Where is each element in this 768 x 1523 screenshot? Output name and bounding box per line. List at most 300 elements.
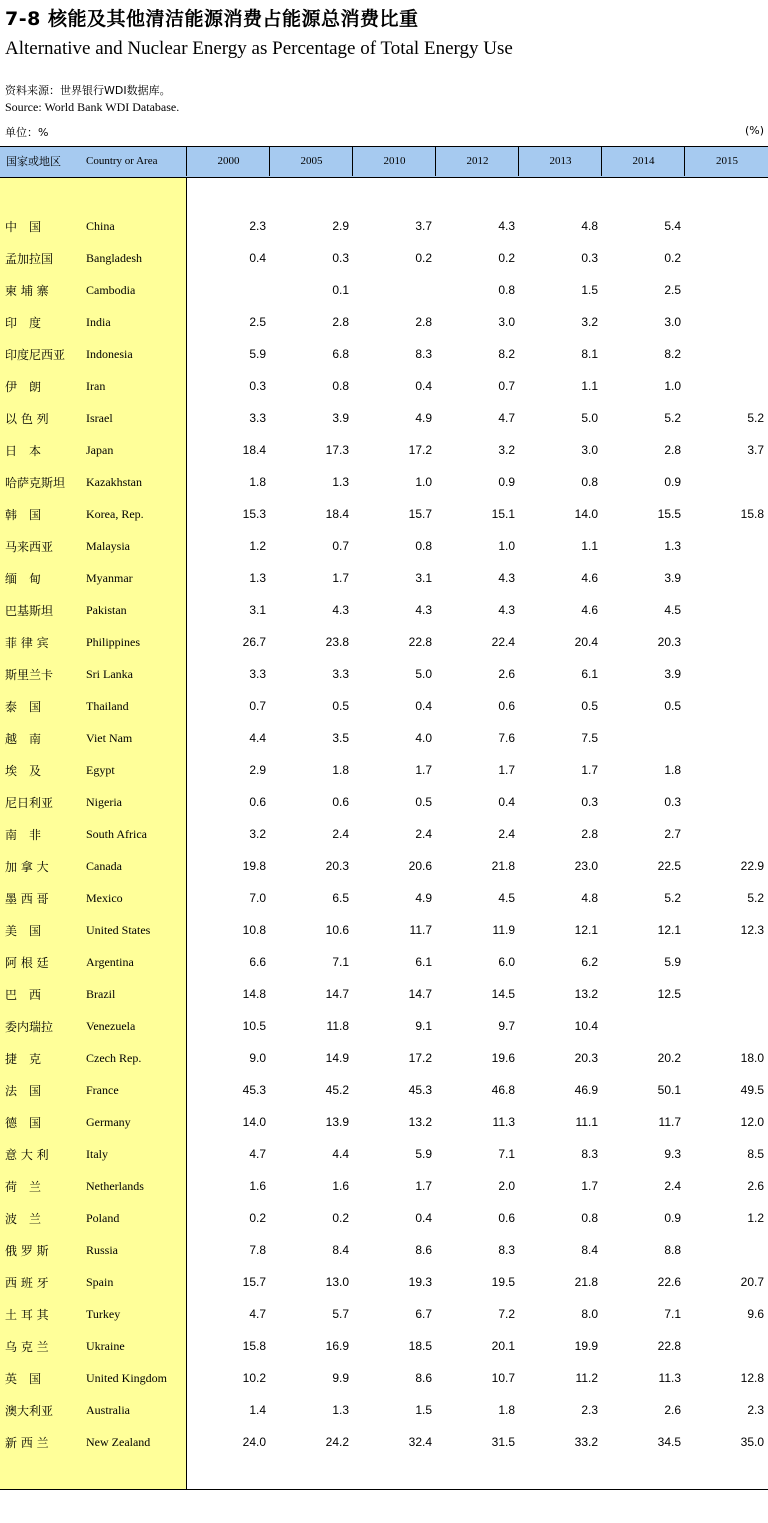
country-name-zh: 波 兰: [5, 1212, 42, 1226]
country-name-en: United States: [86, 923, 151, 937]
cell-value-2013: 23.0: [574, 859, 598, 873]
cell-value-2012: 0.7: [498, 379, 515, 393]
cell-value-2012: 1.0: [498, 539, 515, 553]
table-row: [0, 978, 768, 1010]
table-row: [0, 210, 768, 242]
cell-value-2005: 6.8: [332, 347, 349, 361]
cell-value-2012: 8.2: [498, 347, 515, 361]
country-name-zh: 法 国: [5, 1084, 42, 1098]
cell-value-2005: 23.8: [325, 635, 349, 649]
header-year-4: 2013: [518, 147, 602, 176]
cell-value-2014: 1.0: [664, 379, 681, 393]
cell-value-2010: 17.2: [408, 1051, 432, 1065]
cell-value-2000: 0.3: [249, 379, 266, 393]
cell-value-2000: 4.7: [249, 1307, 266, 1321]
country-name-en: Sri Lanka: [86, 667, 133, 681]
page-title-en: Alternative and Nuclear Energy as Percentage of Total Energy Use: [5, 38, 513, 59]
table-row: [0, 946, 768, 978]
cell-value-2005: 5.7: [332, 1307, 349, 1321]
table-row: [0, 466, 768, 498]
cell-value-2013: 14.0: [574, 507, 598, 521]
country-name-en: Canada: [86, 859, 122, 873]
cell-value-2012: 2.6: [498, 667, 515, 681]
cell-value-2010: 9.1: [415, 1019, 432, 1033]
data-table: [0, 146, 768, 1491]
country-name-en: Nigeria: [86, 795, 122, 809]
cell-value-2000: 19.8: [242, 859, 266, 873]
cell-value-2013: 20.3: [574, 1051, 598, 1065]
cell-value-2000: 15.8: [242, 1339, 266, 1353]
cell-value-2010: 2.4: [415, 827, 432, 841]
cell-value-2010: 6.1: [415, 955, 432, 969]
cell-value-2012: 15.1: [491, 507, 515, 521]
cell-value-2014: 11.7: [658, 1115, 681, 1129]
country-name-en: Italy: [86, 1147, 108, 1161]
country-name-zh: 哈萨克斯坦: [5, 476, 66, 490]
cell-value-2013: 0.8: [581, 475, 598, 489]
table-row: [0, 1298, 768, 1330]
cell-value-2013: 2.8: [581, 827, 598, 841]
table-row: [0, 530, 768, 562]
cell-value-2012: 9.7: [498, 1019, 515, 1033]
cell-value-2000: 10.2: [242, 1371, 266, 1385]
cell-value-2013: 4.8: [581, 219, 598, 233]
cell-value-2010: 19.3: [408, 1275, 432, 1289]
cell-value-2013: 1.1: [581, 539, 598, 553]
country-name-zh: 阿 根 廷: [5, 956, 49, 970]
table-row: [0, 274, 768, 306]
country-name-en: Brazil: [86, 987, 116, 1001]
cell-value-2012: 11.3: [492, 1115, 515, 1129]
cell-value-2012: 8.3: [498, 1243, 515, 1257]
country-name-en: Myanmar: [86, 571, 133, 585]
cell-value-2013: 1.5: [581, 283, 598, 297]
cell-value-2014: 0.5: [664, 699, 681, 713]
cell-value-2005: 16.9: [325, 1339, 349, 1353]
country-name-en: Israel: [86, 411, 113, 425]
cell-value-2005: 1.8: [332, 763, 349, 777]
country-name-zh: 加 拿 大: [5, 860, 49, 874]
cell-value-2012: 0.4: [498, 795, 515, 809]
table-bottom-rule: [0, 1489, 768, 1490]
cell-value-2014: 3.9: [664, 667, 681, 681]
cell-value-2014: 15.5: [657, 507, 681, 521]
cell-value-2012: 14.5: [491, 987, 515, 1001]
cell-value-2000: 2.9: [249, 763, 266, 777]
cell-value-2010: 0.4: [415, 379, 432, 393]
cell-value-2005: 0.7: [332, 539, 349, 553]
cell-value-2005: 20.3: [325, 859, 349, 873]
country-name-zh: 韩 国: [5, 508, 42, 522]
cell-value-2010: 5.9: [415, 1147, 432, 1161]
cell-value-2014: 22.6: [657, 1275, 681, 1289]
cell-value-2013: 11.1: [575, 1115, 598, 1129]
cell-value-2014: 11.3: [658, 1371, 681, 1385]
cell-value-2000: 0.4: [249, 251, 266, 265]
cell-value-2000: 14.8: [242, 987, 266, 1001]
cell-value-2013: 0.8: [581, 1211, 598, 1225]
cell-value-2000: 4.7: [249, 1147, 266, 1161]
unit-label: 单位：%: [5, 126, 49, 139]
country-name-zh: 捷 克: [5, 1052, 42, 1066]
cell-value-2013: 4.6: [581, 571, 598, 585]
table-header: [0, 146, 768, 178]
unit-label-right: (%): [744, 124, 764, 137]
cell-value-2014: 34.5: [657, 1435, 681, 1449]
cell-value-2012: 2.0: [498, 1179, 515, 1193]
cell-value-2000: 45.3: [242, 1083, 266, 1097]
cell-value-2000: 1.6: [249, 1179, 266, 1193]
country-name-en: India: [86, 315, 111, 329]
cell-value-2005: 3.9: [332, 411, 349, 425]
header-year-1: 2005: [269, 147, 353, 176]
cell-value-2013: 46.9: [574, 1083, 598, 1097]
cell-value-2012: 0.8: [498, 283, 515, 297]
cell-value-2000: 1.2: [249, 539, 266, 553]
country-name-en: Australia: [86, 1403, 130, 1417]
country-name-en: Kazakhstan: [86, 475, 142, 489]
country-name-en: Ukraine: [86, 1339, 125, 1353]
cell-value-2013: 8.4: [581, 1243, 598, 1257]
cell-value-2012: 1.7: [498, 763, 515, 777]
cell-value-2005: 45.2: [325, 1083, 349, 1097]
cell-value-2012: 46.8: [491, 1083, 515, 1097]
table-row: [0, 338, 768, 370]
cell-value-2015: 5.2: [747, 411, 764, 425]
cell-value-2012: 0.6: [498, 699, 515, 713]
header-year-3: 2012: [435, 147, 519, 176]
header-country-zh: 国家或地区: [6, 155, 61, 168]
cell-value-2005: 0.3: [332, 251, 349, 265]
cell-value-2012: 2.4: [498, 827, 515, 841]
table-row: [0, 658, 768, 690]
cell-value-2010: 32.4: [408, 1435, 432, 1449]
cell-value-2014: 22.8: [657, 1339, 681, 1353]
cell-value-2012: 7.1: [498, 1147, 515, 1161]
table-row: [0, 818, 768, 850]
cell-value-2014: 3.0: [664, 315, 681, 329]
cell-value-2012: 11.9: [492, 923, 515, 937]
cell-value-2005: 8.4: [332, 1243, 349, 1257]
cell-value-2005: 3.5: [332, 731, 349, 745]
cell-value-2014: 3.9: [664, 571, 681, 585]
cell-value-2010: 4.9: [415, 891, 432, 905]
cell-value-2000: 5.9: [249, 347, 266, 361]
cell-value-2000: 4.4: [249, 731, 266, 745]
cell-value-2005: 10.6: [325, 923, 349, 937]
cell-value-2014: 12.1: [657, 923, 681, 937]
cell-value-2012: 20.1: [491, 1339, 515, 1353]
country-name-zh: 巴 西: [5, 988, 42, 1002]
cell-value-2005: 14.7: [325, 987, 349, 1001]
cell-value-2000: 0.6: [249, 795, 266, 809]
table-row: [0, 1170, 768, 1202]
cell-value-2000: 15.3: [242, 507, 266, 521]
cell-value-2013: 11.2: [575, 1371, 598, 1385]
cell-value-2013: 3.0: [581, 443, 598, 457]
cell-value-2012: 10.7: [491, 1371, 515, 1385]
cell-value-2013: 6.2: [581, 955, 598, 969]
country-name-en: Iran: [86, 379, 106, 393]
country-name-en: Czech Rep.: [86, 1051, 142, 1065]
cell-value-2012: 4.3: [498, 571, 515, 585]
cell-value-2014: 50.1: [657, 1083, 681, 1097]
country-name-zh: 日 本: [5, 444, 42, 458]
country-name-zh: 德 国: [5, 1116, 42, 1130]
table-row: [0, 1362, 768, 1394]
table-row: [0, 1010, 768, 1042]
cell-value-2014: 9.3: [664, 1147, 681, 1161]
country-name-en: Spain: [86, 1275, 114, 1289]
country-name-zh: 以 色 列: [5, 412, 49, 426]
cell-value-2013: 4.8: [581, 891, 598, 905]
cell-value-2014: 0.3: [664, 795, 681, 809]
country-name-zh: 美 国: [5, 924, 42, 938]
table-row: [0, 1138, 768, 1170]
cell-value-2014: 20.2: [657, 1051, 681, 1065]
cell-value-2015: 22.9: [740, 859, 764, 873]
header-year-6: 2015: [684, 147, 768, 176]
cell-value-2013: 21.8: [574, 1275, 598, 1289]
cell-value-2012: 7.2: [498, 1307, 515, 1321]
cell-value-2012: 0.2: [498, 251, 515, 265]
cell-value-2005: 2.8: [332, 315, 349, 329]
cell-value-2015: 2.6: [747, 1179, 764, 1193]
cell-value-2000: 24.0: [242, 1435, 266, 1449]
cell-value-2012: 22.4: [491, 635, 515, 649]
cell-value-2013: 7.5: [581, 731, 598, 745]
country-name-en: New Zealand: [86, 1435, 151, 1449]
country-name-en: Turkey: [86, 1307, 121, 1321]
cell-value-2005: 1.6: [332, 1179, 349, 1193]
table-row: [0, 402, 768, 434]
country-name-en: Pakistan: [86, 603, 127, 617]
country-name-zh: 埃 及: [5, 764, 42, 778]
cell-value-2010: 8.6: [415, 1243, 432, 1257]
cell-value-2015: 2.3: [747, 1403, 764, 1417]
cell-value-2012: 21.8: [491, 859, 515, 873]
cell-value-2014: 5.2: [664, 411, 681, 425]
cell-value-2005: 6.5: [332, 891, 349, 905]
country-name-zh: 斯里兰卡: [5, 668, 54, 682]
cell-value-2000: 10.5: [242, 1019, 266, 1033]
cell-value-2012: 19.5: [491, 1275, 515, 1289]
cell-value-2014: 0.9: [664, 475, 681, 489]
cell-value-2010: 1.5: [415, 1403, 432, 1417]
source-note-en: Source: World Bank WDI Database.: [5, 100, 180, 114]
cell-value-2010: 1.0: [415, 475, 432, 489]
table-row: [0, 1202, 768, 1234]
cell-value-2013: 13.2: [574, 987, 598, 1001]
cell-value-2015: 12.0: [740, 1115, 764, 1129]
table-row: [0, 1074, 768, 1106]
country-name-en: Bangladesh: [86, 251, 142, 265]
table-row: [0, 370, 768, 402]
table-row: [0, 1266, 768, 1298]
country-name-en: Venezuela: [86, 1019, 136, 1033]
cell-value-2012: 7.6: [498, 731, 515, 745]
country-name-zh: 印度尼西亚: [5, 348, 66, 362]
cell-value-2012: 1.8: [498, 1403, 515, 1417]
table-row: [0, 594, 768, 626]
cell-value-2005: 2.9: [332, 219, 349, 233]
cell-value-2010: 1.7: [415, 763, 432, 777]
table-row: [0, 626, 768, 658]
cell-value-2013: 12.1: [574, 923, 598, 937]
cell-value-2005: 3.3: [332, 667, 349, 681]
cell-value-2000: 15.7: [242, 1275, 266, 1289]
country-name-en: United Kingdom: [86, 1371, 167, 1385]
cell-value-2012: 6.0: [498, 955, 515, 969]
cell-value-2010: 4.0: [415, 731, 432, 745]
cell-value-2015: 18.0: [740, 1051, 764, 1065]
country-name-en: Philippines: [86, 635, 141, 649]
cell-value-2010: 1.7: [415, 1179, 432, 1193]
cell-value-2000: 2.5: [249, 315, 266, 329]
country-name-en: Netherlands: [86, 1179, 144, 1193]
country-name-zh: 尼日利亚: [5, 796, 54, 810]
cell-value-2013: 2.3: [581, 1403, 598, 1417]
cell-value-2000: 2.3: [249, 219, 266, 233]
cell-value-2013: 8.1: [581, 347, 598, 361]
cell-value-2010: 6.7: [415, 1307, 432, 1321]
cell-value-2014: 2.7: [664, 827, 681, 841]
country-name-zh: 乌 克 兰: [5, 1340, 49, 1354]
table-row: [0, 882, 768, 914]
country-name-en: France: [86, 1083, 119, 1097]
table-row: [0, 786, 768, 818]
cell-value-2012: 19.6: [491, 1051, 515, 1065]
cell-value-2000: 10.8: [242, 923, 266, 937]
cell-value-2014: 2.5: [664, 283, 681, 297]
country-name-en: Indonesia: [86, 347, 133, 361]
cell-value-2013: 0.3: [581, 795, 598, 809]
table-row: [0, 690, 768, 722]
cell-value-2005: 1.3: [332, 1403, 349, 1417]
country-name-zh: 俄 罗 斯: [5, 1244, 49, 1258]
cell-value-2014: 2.8: [664, 443, 681, 457]
cell-value-2000: 6.6: [249, 955, 266, 969]
cell-value-2012: 4.3: [498, 603, 515, 617]
country-name-zh: 马来西亚: [5, 540, 54, 554]
header-year-5: 2014: [601, 147, 685, 176]
country-name-en: Viet Nam: [86, 731, 133, 745]
cell-value-2012: 0.9: [498, 475, 515, 489]
country-name-zh: 伊 朗: [5, 380, 42, 394]
cell-value-2010: 17.2: [408, 443, 432, 457]
cell-value-2010: 8.3: [415, 347, 432, 361]
cell-value-2014: 7.1: [664, 1307, 681, 1321]
cell-value-2010: 0.4: [415, 699, 432, 713]
country-name-en: South Africa: [86, 827, 147, 841]
cell-value-2013: 0.5: [581, 699, 598, 713]
cell-value-2005: 24.2: [325, 1435, 349, 1449]
header-year-2: 2010: [352, 147, 436, 176]
cell-value-2013: 8.0: [581, 1307, 598, 1321]
cell-value-2015: 35.0: [740, 1435, 764, 1449]
cell-value-2005: 18.4: [325, 507, 349, 521]
cell-value-2014: 5.9: [664, 955, 681, 969]
cell-value-2014: 22.5: [657, 859, 681, 873]
page-title-zh: 7-8 核能及其他清洁能源消费占能源总消费比重: [5, 8, 419, 30]
table-row: [0, 562, 768, 594]
header-year-0: 2000: [186, 147, 270, 176]
cell-value-2013: 8.3: [581, 1147, 598, 1161]
table-row: [0, 1426, 768, 1458]
cell-value-2010: 14.7: [408, 987, 432, 1001]
country-name-zh: 越 南: [5, 732, 42, 746]
table-row: [0, 754, 768, 786]
cell-value-2012: 3.0: [498, 315, 515, 329]
cell-value-2010: 18.5: [408, 1339, 432, 1353]
cell-value-2012: 31.5: [491, 1435, 515, 1449]
cell-value-2013: 19.9: [574, 1339, 598, 1353]
cell-value-2005: 0.5: [332, 699, 349, 713]
country-name-en: China: [86, 219, 115, 233]
country-name-zh: 土 耳 其: [5, 1308, 49, 1322]
cell-value-2015: 9.6: [747, 1307, 764, 1321]
cell-value-2000: 7.8: [249, 1243, 266, 1257]
cell-value-2005: 17.3: [325, 443, 349, 457]
cell-value-2010: 15.7: [408, 507, 432, 521]
country-name-en: Mexico: [86, 891, 123, 905]
cell-value-2005: 0.6: [332, 795, 349, 809]
country-name-en: Germany: [86, 1115, 131, 1129]
cell-value-2010: 3.7: [415, 219, 432, 233]
cell-value-2010: 2.8: [415, 315, 432, 329]
cell-value-2013: 10.4: [574, 1019, 598, 1033]
country-name-zh: 西 班 牙: [5, 1276, 49, 1290]
country-name-zh: 荷 兰: [5, 1180, 42, 1194]
cell-value-2014: 0.9: [664, 1211, 681, 1225]
country-name-zh: 意 大 利: [5, 1148, 49, 1162]
cell-value-2000: 0.7: [249, 699, 266, 713]
cell-value-2015: 20.7: [740, 1275, 764, 1289]
country-name-en: Argentina: [86, 955, 134, 969]
cell-value-2014: 5.4: [664, 219, 681, 233]
cell-value-2014: 4.5: [664, 603, 681, 617]
cell-value-2014: 8.2: [664, 347, 681, 361]
cell-value-2005: 9.9: [332, 1371, 349, 1385]
cell-value-2010: 0.2: [415, 251, 432, 265]
country-name-zh: 缅 甸: [5, 572, 42, 586]
cell-value-2014: 2.6: [664, 1403, 681, 1417]
cell-value-2000: 3.1: [249, 603, 266, 617]
cell-value-2010: 4.9: [415, 411, 432, 425]
cell-value-2000: 26.7: [242, 635, 266, 649]
cell-value-2013: 1.7: [581, 763, 598, 777]
cell-value-2005: 0.8: [332, 379, 349, 393]
cell-value-2000: 18.4: [242, 443, 266, 457]
country-name-en: Thailand: [86, 699, 129, 713]
cell-value-2010: 5.0: [415, 667, 432, 681]
cell-value-2014: 1.3: [664, 539, 681, 553]
cell-value-2000: 3.3: [249, 667, 266, 681]
country-name-en: Korea, Rep.: [86, 507, 144, 521]
cell-value-2014: 2.4: [664, 1179, 681, 1193]
cell-value-2010: 0.4: [415, 1211, 432, 1225]
cell-value-2014: 8.8: [664, 1243, 681, 1257]
cell-value-2015: 3.7: [747, 443, 764, 457]
cell-value-2005: 1.7: [332, 571, 349, 585]
cell-value-2014: 0.2: [664, 251, 681, 265]
country-name-zh: 柬 埔 寨: [5, 284, 49, 298]
table-row: [0, 1234, 768, 1266]
cell-value-2000: 14.0: [242, 1115, 266, 1129]
cell-value-2014: 5.2: [664, 891, 681, 905]
table-row: [0, 242, 768, 274]
cell-value-2010: 11.7: [409, 923, 432, 937]
